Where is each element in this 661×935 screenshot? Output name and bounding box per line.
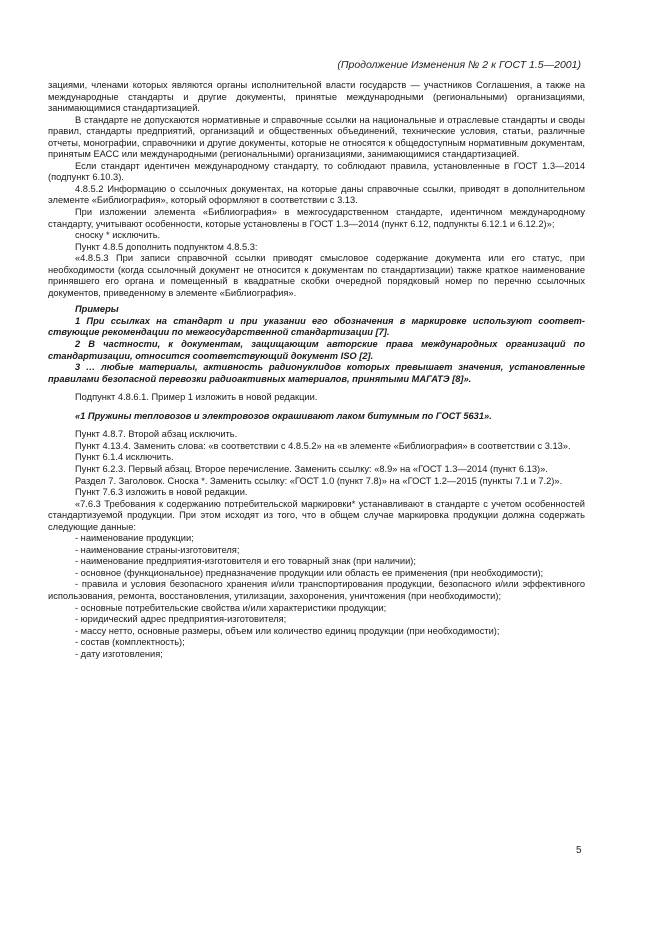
paragraph-clause: 4.8.5.2 Информацию о ссылочных документах, на которые даны справочные ссылки, приводят в дополнительном элементе «Библиография», который оформляют в соответствии с 3.13. <box>48 183 585 206</box>
list-item: - основное (функциональное) предназначение продукции или область ее применения (при необходимости); <box>75 567 544 578</box>
paragraph-clause: «4.8.5.3 При записи справочной ссылки приводят смысловое содержание документа или его статус, при необходимости (когда ссылочный документ не относится к документам по стандартизации) также краткое наименование принявшего его органа и помещенный в квадратные скобки очередной порядковый номер по перечню ссылочных документов, приведенному в элементе «Библиография». <box>48 253 585 298</box>
paragraph: Подпункт 4.8.6.1. Пример 1 изложить в новой редакции. <box>75 392 318 403</box>
paragraph: Пункт 4.8.5 дополнить подпунктом 4.8.5.3: <box>75 241 258 252</box>
list-item: - массу нетто, основные размеры, объем или количество единиц продукции (при необходимости); <box>75 625 500 636</box>
paragraph: Пункт 4.13.4. Заменить слова: «в соответствии с 4.8.5.2» на «в элементе «Библиография» в соответствии с 3.13». <box>75 440 571 451</box>
list-item: - наименование страны-изготовителя; <box>75 544 240 555</box>
paragraph: Раздел 7. Заголовок. Сноска *. Заменить ссылку: «ГОСТ 1.0 (пункт 7.8)» на «ГОСТ 1.2—2015 (пункты 7.1 и 7.2)». <box>75 475 563 486</box>
list-item: - наименование предприятия-изготовителя и его товарный знак (при наличии); <box>75 556 416 567</box>
list-item: - наименование продукции; <box>75 533 194 544</box>
example-item: 1 При ссылках на стандарт и при указании его обозначения в маркировке используют соответствующие рекомендации по межгосударственной стандартизации [7]. <box>48 315 585 338</box>
list-item: - состав (комплектность); <box>75 637 185 648</box>
example-item: 3 … любые материалы, активность радионуклидов которых превышает значения, установленные правилами безопасной перевозки радиоактивных материалов, принятыми МАГАТЭ [8]». <box>48 362 585 384</box>
paragraph-continuation: зациями, членами которых являются органы исполнительной власти государств — участников Соглашения, а также на международные стандарты и другие документы, принятые международными (региональными) организациями, занимающимися стандартизацией. <box>48 80 585 114</box>
paragraph-clause: «7.6.3 Требования к содержанию потребительской маркировки* устанавливают в стандарте с учетом особенностей стандартизуемой продукции. При этом исходят из того, что в общем случае маркировка продукции должна содержать следующие данные: <box>48 498 585 532</box>
paragraph: Пункт 6.2.3. Первый абзац. Второе перечисление. Заменить ссылку: «8.9» на «ГОСТ 1.3—2014 (пункт 6.13)». <box>75 463 548 474</box>
list-item: - юридический адрес предприятия-изготовителя; <box>75 614 287 625</box>
paragraph: В стандарте не допускаются нормативные и справочные ссылки на национальные и отраслевые стандарты и своды правил, стандарты предприятий, организаций и общественных объединений, технические условия, статьи, различные отчеты, монографии, справочники и другие документы, которые не относятся к общедоступным нормативным документам, принятым ЕАСС или международными (региональными) организациями, занимающимися стандартизацией. <box>48 114 585 160</box>
paragraph: При изложении элемента «Библиография» в межгосударственном стандарте, идентичном международному стандарту, учитывают особенности, которые установлены в ГОСТ 1.3—2014 (пункт 6.12, подпункты 6.12.1 и 6.12.2)»; <box>48 207 585 229</box>
example-item: «1 Пружины тепловозов и электровозов окрашивают лаком битумным по ГОСТ 5631». <box>75 410 492 421</box>
document-body <box>48 80 585 660</box>
list-item: - правила и условия безопасного хранения и/или транспортирования продукции, безопасного и/или эффективного использования, ремонта, восстановления, утилизации, захоронения, уничтожения (при необходимости); <box>48 579 585 601</box>
paragraph: Пункт 7.6.3 изложить в новой редакции. <box>75 487 248 498</box>
list-item: - дату изготовления; <box>75 648 163 659</box>
examples-heading: Примеры <box>75 304 119 315</box>
paragraph: Пункт 6.1.4 исключить. <box>75 452 174 463</box>
paragraph: Пункт 4.8.7. Второй абзац исключить. <box>75 429 238 440</box>
example-item: 2 В частности, к документам, защищающим авторские права международных организаций по стандартизации, относится соответствующий документ ISO [2]. <box>48 339 585 361</box>
page-number: 5 <box>576 845 582 856</box>
paragraph: сноску * исключить. <box>75 230 161 241</box>
list-item: - основные потребительские свойства и/или характеристики продукции; <box>75 602 387 613</box>
page-header: (Продолжение Изменения № 2 к ГОСТ 1.5—2001) <box>337 59 581 71</box>
paragraph: Если стандарт идентичен международному стандарту, то соблюдают правила, установленные в ГОСТ 1.3—2014 (подпункт 6.10.3). <box>48 160 585 183</box>
